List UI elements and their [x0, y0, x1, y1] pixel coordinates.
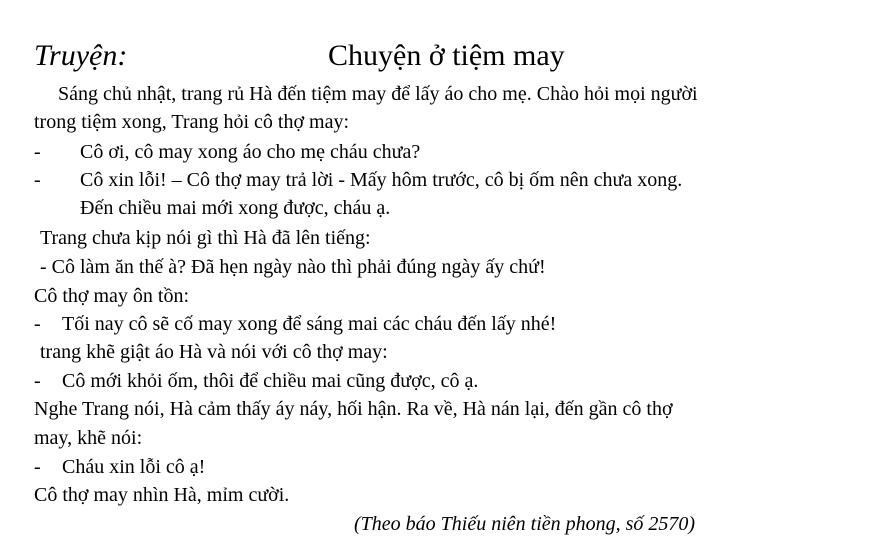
closing-line: Cô thợ may nhìn Hà, mỉm cười.: [34, 484, 290, 506]
dialogue-line-2: Cô xin lỗi! – Cô thợ may trả lời - Mấy hôm trước, cô bị ốm nên chưa xong.: [80, 169, 683, 191]
story-title: Chuyện ở tiệm may: [328, 39, 565, 72]
dialogue-line-1: Cô ơi, cô may xong áo cho mẹ cháu chưa?: [80, 141, 421, 163]
dialogue-dash: -: [34, 141, 41, 163]
paragraph-line-1: Sáng chủ nhật, trang rủ Hà đến tiệm may để lấy áo cho mẹ. Chào hỏi mọi người: [58, 83, 698, 105]
dialogue-line-4: Tối nay cô sẽ cố may xong để sáng mai các cháu đến lấy nhé!: [62, 313, 557, 335]
narration-line-3: trang khẽ giật áo Hà và nói với cô thợ may:: [40, 341, 388, 363]
story-label: Truyện:: [34, 39, 128, 72]
narration-line-4-continued: may, khẽ nói:: [34, 427, 143, 449]
narration-line-4: Nghe Trang nói, Hà cảm thấy áy náy, hối hận. Ra về, Hà nán lại, đến gần cô thợ: [34, 398, 673, 420]
dialogue-dash: -: [34, 169, 41, 191]
dialogue-line-5: Cô mới khỏi ốm, thôi để chiều mai cũng được, cô ạ.: [62, 370, 479, 392]
source-citation: (Theo báo Thiếu niên tiền phong, số 2570): [354, 513, 696, 535]
dialogue-line-6: Cháu xin lỗi cô ạ!: [62, 456, 206, 478]
dialogue-dash: -: [34, 313, 41, 335]
narration-line-2: Cô thợ may ôn tồn:: [34, 285, 190, 307]
dialogue-line-2-continued: Đến chiều mai mới xong được, cháu ạ.: [80, 197, 391, 219]
narration-line-1: Trang chưa kịp nói gì thì Hà đã lên tiếng:: [40, 227, 371, 249]
dialogue-line-3: - Cô làm ăn thế à? Đã hẹn ngày nào thì phải đúng ngày ấy chứ!: [40, 256, 546, 278]
dialogue-dash: -: [34, 370, 41, 392]
paragraph-line-2: trong tiệm xong, Trang hỏi cô thợ may:: [34, 111, 350, 133]
dialogue-dash: -: [34, 456, 41, 478]
